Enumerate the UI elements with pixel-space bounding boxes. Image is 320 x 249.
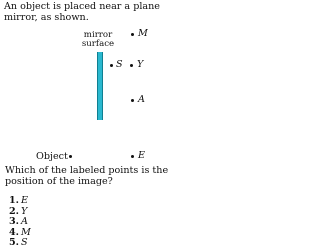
choice-value: E [21, 195, 29, 206]
object-label: Object [36, 151, 68, 162]
mirror-surface [97, 52, 103, 120]
choice-number: 1. [9, 195, 20, 206]
choice-number: 3. [9, 216, 20, 228]
question-prompt: Which of the labeled points is the position of the image? [5, 165, 169, 187]
object-dot [69, 155, 72, 158]
mirror-label-line2: surface [81, 39, 115, 49]
choice-number: 4. [9, 226, 20, 238]
mirror-label [78, 31, 118, 49]
choice-value: S [21, 237, 28, 249]
answer-choices [9, 196, 69, 249]
mirror-label-line1: mirror [83, 30, 113, 40]
point-m-dot [131, 33, 134, 36]
choice-value: M [21, 226, 31, 238]
point-s-label: S [116, 59, 123, 70]
choice-number: 2. [9, 205, 20, 217]
point-y-dot [130, 64, 133, 67]
point-a-dot [131, 99, 134, 102]
point-m-label: M [138, 28, 148, 39]
point-e-dot [131, 155, 134, 158]
choice-value: Y [21, 205, 28, 217]
choice-value: A [21, 216, 28, 228]
problem-intro: An object is placed near a plane mirror, as shown. [4, 1, 160, 23]
point-y-label: Y [137, 59, 144, 70]
choice-number: 5. [9, 237, 20, 249]
point-s-dot [110, 64, 113, 67]
point-e-label: E [138, 150, 146, 161]
point-a-label: A [138, 94, 145, 105]
